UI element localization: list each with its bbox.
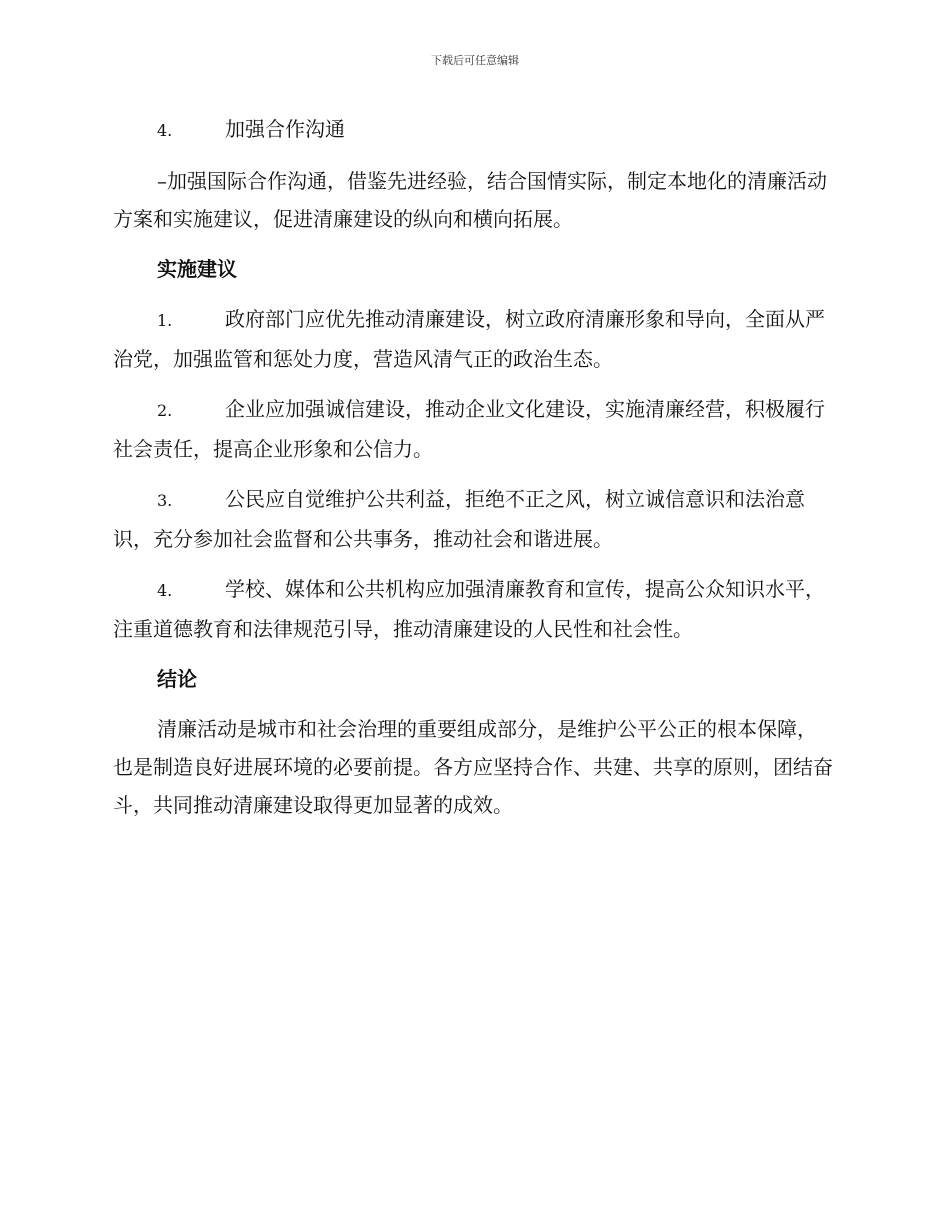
section-heading-conclusion: 结论 (157, 667, 197, 691)
conclusion-paragraph: 清廉活动是城市和社会治理的重要组成部分，是维护公平公正的根本保障，也是制造良好进展环境的必要前提。各方应坚持合作、共建、共享的原则，团结奋斗，共同推动清廉建设取得更加显著的成效。 (113, 717, 833, 817)
list-item-cooperation (113, 110, 835, 150)
list-item (113, 480, 835, 558)
list-item-text: 学校、媒体和公共机构应加强清廉教育和宣传，提高公众知识水平，注重道德教育和法律规范引导，推动清廉建设的人民性和社会性。 (113, 577, 825, 641)
list-item-title: 加强合作沟通 (225, 117, 345, 141)
list-item (113, 300, 835, 378)
list-item (113, 390, 835, 468)
document-content (113, 110, 835, 836)
list-item-text: 企业应加强诚信建设，推动企业文化建设，实施清廉经营，积极履行社会责任，提高企业形象和公信力。 (113, 397, 825, 461)
list-number: 2. (157, 401, 173, 420)
list-number: 3. (157, 491, 173, 510)
page-header: 下载后可任意编辑 (431, 54, 519, 67)
section-heading-recommendations: 实施建议 (157, 257, 237, 281)
list-item (113, 570, 835, 648)
list-item-text: 政府部门应优先推动清廉建设，树立政府清廉形象和导向，全面从严治党，加强监管和惩处力度，营造风清气正的政治生态。 (113, 307, 825, 371)
list-item-text: 公民应自觉维护公共利益，拒绝不正之风，树立诚信意识和法治意识，充分参加社会监督和公共事务，推动社会和谐进展。 (113, 487, 805, 551)
list-number: 4. (157, 581, 173, 600)
list-number: 4. (157, 121, 173, 140)
cooperation-paragraph: –加强国际合作沟通，借鉴先进经验，结合国情实际，制定本地化的清廉活动方案和实施建议，促进清廉建设的纵向和横向拓展。 (113, 169, 827, 231)
list-number: 1. (157, 311, 173, 330)
